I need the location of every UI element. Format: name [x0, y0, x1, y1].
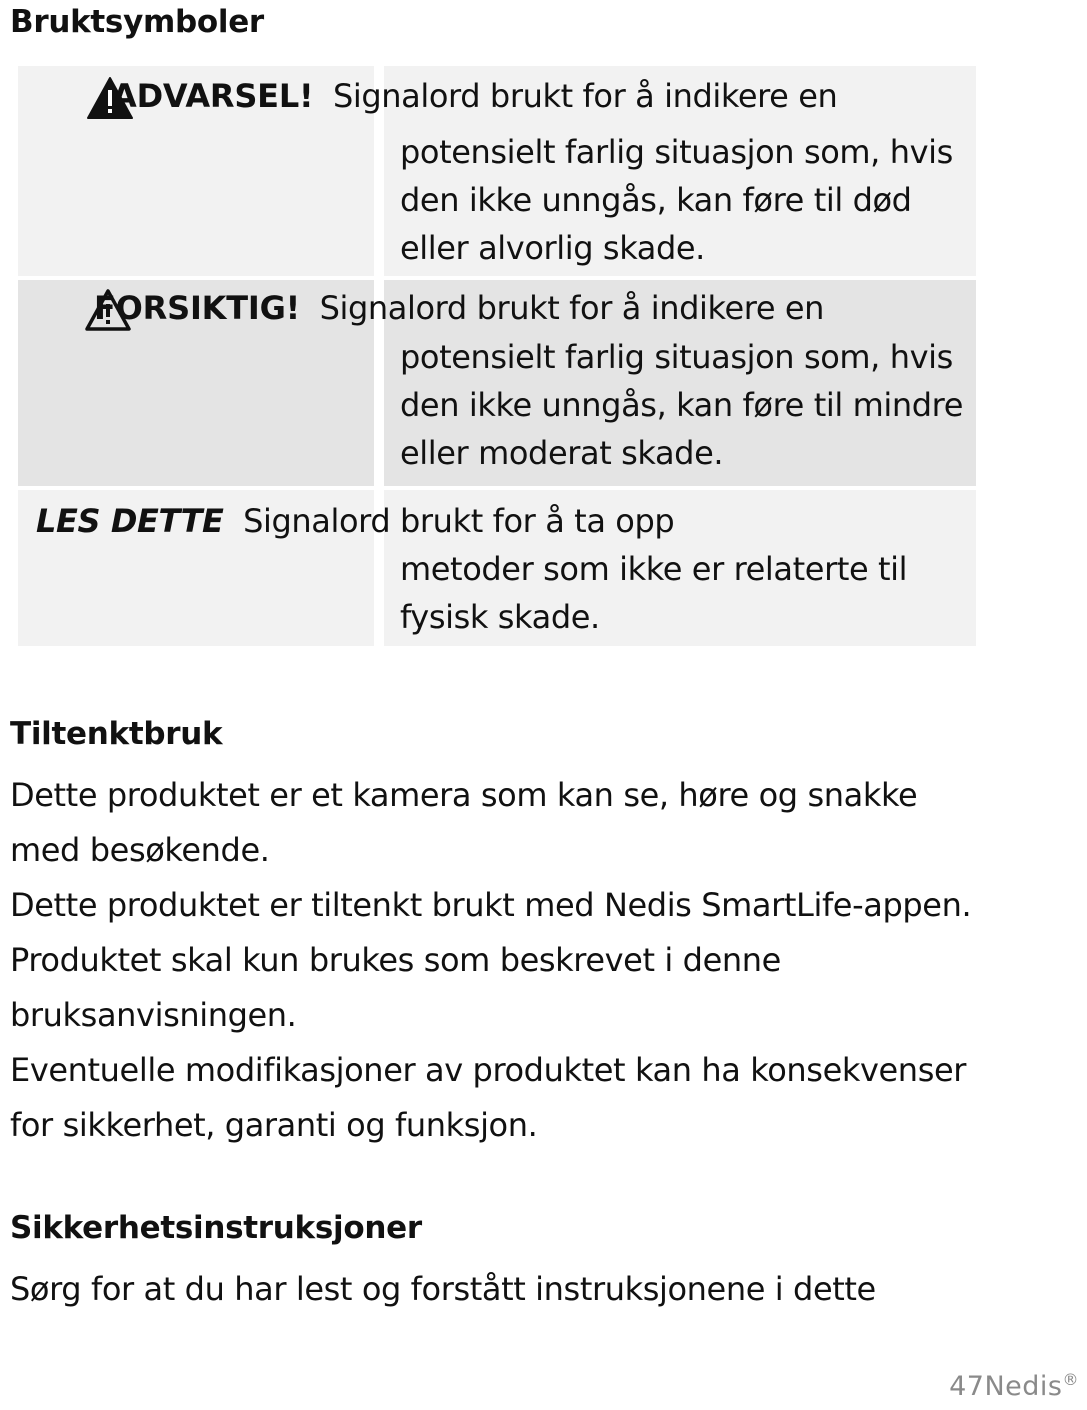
signal-description-continued: potensielt farlig situasjon som, hvis den ikke unngås, kan føre til død eller alvorlig skade.	[400, 133, 953, 267]
signal-word-advarsel: ADVARSEL!	[112, 77, 314, 115]
page-number: 47	[949, 1371, 985, 1402]
page-footer	[949, 1370, 1079, 1402]
signal-description: Signalord brukt for å ta opp	[243, 502, 675, 540]
symbols-heading: Bruktsymboler	[10, 4, 264, 40]
signal-word-les-dette: LES DETTE	[36, 502, 224, 540]
safety-heading: Sikkerhetsinstruksjoner	[10, 1210, 422, 1246]
signal-description: Signalord brukt for å indikere en	[319, 289, 825, 327]
intended-use-heading: Tiltenktbruk	[10, 716, 223, 752]
signal-word-forsiktig: FORSIKTIG!	[94, 289, 301, 327]
signal-description-continued: potensielt farlig situasjon som, hvis den ikke unngås, kan føre til mindre eller moderat skade.	[400, 338, 963, 472]
brand-name: Nedis	[984, 1371, 1063, 1402]
signal-description: Signalord brukt for å indikere en	[332, 77, 838, 115]
signal-description-continued: metoder som ikke er relaterte til fysisk skade.	[400, 550, 908, 636]
registered-mark: ®	[1062, 1370, 1079, 1389]
safety-text: Sørg for at du har lest og forstått instruksjonene i dette	[10, 1270, 876, 1308]
intended-use-text: Dette produktet er et kamera som kan se, høre og snakke med besøkende. Dette produktet er tiltenkt brukt med Nedis SmartLife-appen. Produktet skal kun brukes som beskrevet i denne bruksanvisningen. Eventuelle modifikasjoner av produktet kan ha konsekvenser for sikkerhet, garanti og funksjon.	[10, 776, 972, 1144]
